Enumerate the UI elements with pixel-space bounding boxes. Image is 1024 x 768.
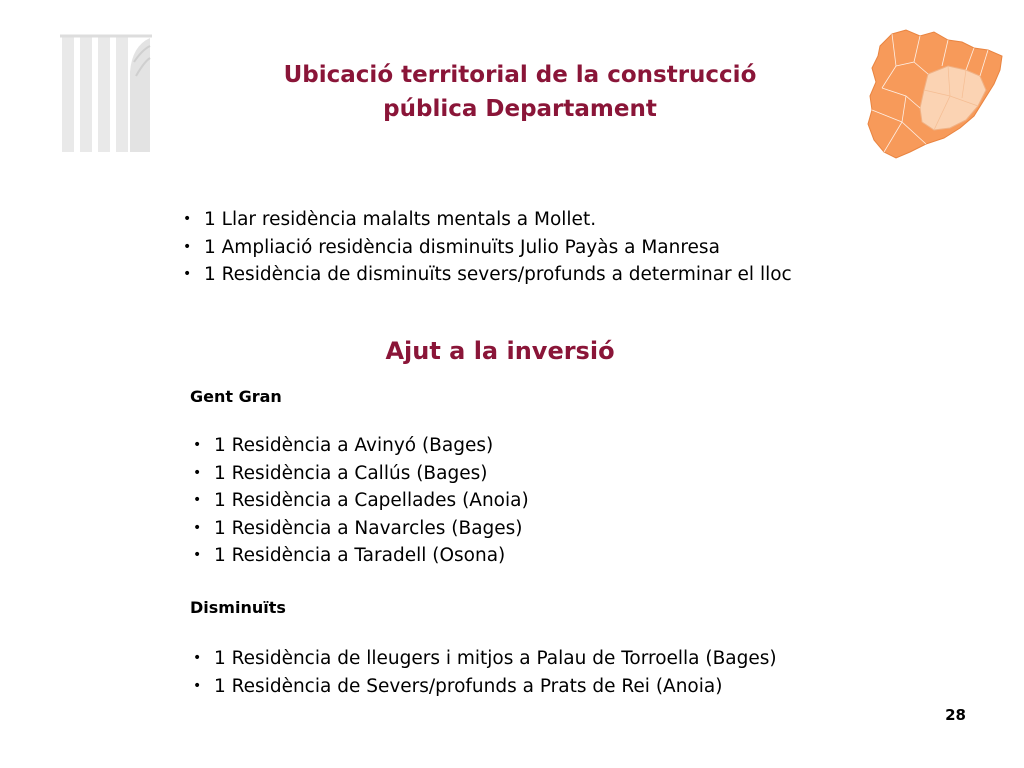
list-item: • 1 Llar residència malalts mentals a Mollet. [180,206,792,234]
page-title-line1: Ubicació territorial de la construcció [283,62,757,88]
section-title: Ajut a la inversió [385,337,615,365]
bullet-icon: • [183,211,192,227]
bullet-icon: • [193,464,202,481]
list-item: • 1 Residència de lleugers i mitjos a Palau de Torroella (Bages) [190,645,777,673]
subheading-gent-gran: Gent Gran [190,387,282,406]
bullet-icon: • [193,677,202,694]
list-item: • 1 Ampliació residència disminuïts Julio Payàs a Manresa [180,234,792,262]
bullet-icon: • [183,266,192,282]
construction-list [180,206,792,289]
list-item: • 1 Residència a Avinyó (Bages) [190,432,529,460]
generalitat-logo-icon [60,32,152,156]
bullet-icon: • [193,547,202,563]
bullet-icon: • [183,238,192,255]
list-item: • 1 Residència de Severs/profunds a Prats de Rei (Anoia) [190,673,777,701]
list-item: • 1 Residència de disminuïts severs/profunds a determinar el lloc [180,261,792,289]
catalonia-map-icon [862,26,1006,160]
gent-gran-list [190,432,529,570]
list-item: • 1 Residència a Callús (Bages) [190,460,529,488]
disminuits-list [190,645,777,700]
list-item: • 1 Residència a Capellades (Anoia) [190,487,529,515]
bullet-icon: • [193,650,202,666]
page-title [200,58,840,126]
bullet-icon: • [193,519,202,536]
bullet-icon: • [193,437,202,453]
bullet-icon: • [193,492,202,508]
page-title-line2: pública Departament [383,96,657,122]
subheading-disminuits: Disminuïts [190,598,286,617]
page-number: 28 [945,706,966,724]
list-item: • 1 Residència a Taradell (Osona) [190,542,529,570]
list-item: • 1 Residència a Navarcles (Bages) [190,515,529,543]
